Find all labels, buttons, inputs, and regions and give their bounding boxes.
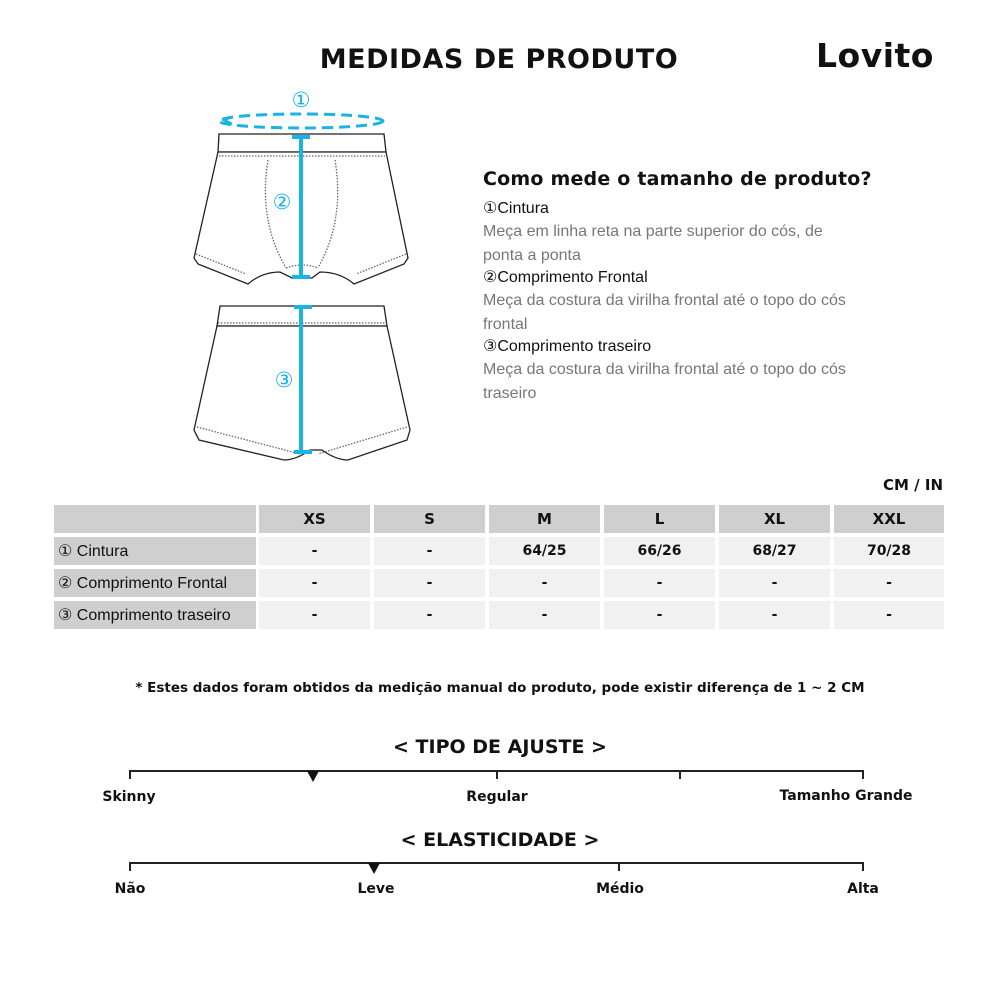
table-cell: - bbox=[259, 601, 370, 629]
column-header: XS bbox=[259, 505, 370, 533]
elasticity-title: < ELASTICIDADE > bbox=[400, 829, 600, 851]
fit-label-skinny: Skinny bbox=[102, 789, 156, 805]
elasticity-label-light: Leve bbox=[357, 881, 395, 897]
waist-measure-icon bbox=[219, 114, 383, 128]
fit-marker-icon bbox=[307, 771, 319, 782]
table-cell: 70/28 bbox=[834, 537, 944, 565]
elasticity-tick bbox=[618, 862, 620, 871]
elasticity-tick bbox=[129, 862, 131, 871]
fit-label-large: Tamanho Grande bbox=[779, 788, 913, 804]
column-header: M bbox=[489, 505, 600, 533]
table-cell: - bbox=[719, 601, 830, 629]
table-cell: - bbox=[489, 569, 600, 597]
table-cell: - bbox=[604, 601, 715, 629]
table-cell: - bbox=[259, 537, 370, 565]
elasticity-label-high: Alta bbox=[847, 881, 879, 897]
marker-3: ③ bbox=[274, 368, 294, 392]
fit-title: < TIPO DE AJUSTE > bbox=[393, 736, 607, 758]
howto-heading-back: ③Comprimento traseiro bbox=[483, 338, 652, 355]
table-cell: - bbox=[834, 569, 944, 597]
howto-desc-back: Meça da costura da virilha frontal até o topo do cós traseiro bbox=[483, 361, 846, 402]
marker-1: ① bbox=[291, 88, 311, 112]
page-title-text: MEDIDAS DE PRODUTO bbox=[319, 44, 679, 75]
product-diagram bbox=[185, 82, 425, 472]
table-cell: - bbox=[259, 569, 370, 597]
row-label-back-length: ③ Comprimento traseiro bbox=[54, 601, 256, 629]
howto-desc-front: Meça da costura da virilha frontal até o topo do cós frontal bbox=[483, 292, 846, 333]
row-label-waist: ① Cintura bbox=[54, 537, 256, 565]
unit-label: CM / IN bbox=[883, 476, 943, 494]
fit-tick bbox=[862, 770, 864, 779]
elasticity-label-none: Não bbox=[114, 881, 146, 897]
fit-tick bbox=[679, 770, 681, 779]
column-header: S bbox=[374, 505, 485, 533]
table-cell: - bbox=[834, 601, 944, 629]
table-cell: 68/27 bbox=[719, 537, 830, 565]
elasticity-tick bbox=[862, 862, 864, 871]
column-header: L bbox=[604, 505, 715, 533]
table-corner bbox=[54, 505, 256, 533]
measurement-note: * Estes dados foram obtidos da medição manual do produto, pode existir diferença de 1 ~ 2 CM bbox=[135, 680, 865, 696]
table-cell: - bbox=[719, 569, 830, 597]
table-cell: 64/25 bbox=[489, 537, 600, 565]
howto-desc-waist: Meça em linha reta na parte superior do cós, de ponta a ponta bbox=[483, 223, 823, 264]
table-cell: - bbox=[374, 569, 485, 597]
brand-logo: Lovito bbox=[816, 36, 934, 75]
column-header: XXL bbox=[834, 505, 944, 533]
elasticity-label-medium: Médio bbox=[596, 881, 644, 897]
elasticity-marker-icon bbox=[368, 863, 380, 874]
table-cell: - bbox=[374, 601, 485, 629]
column-header: XL bbox=[719, 505, 830, 533]
table-cell: - bbox=[604, 569, 715, 597]
how-to-measure bbox=[483, 168, 883, 405]
row-label-front-length: ② Comprimento Frontal bbox=[54, 569, 256, 597]
table-cell: - bbox=[489, 601, 600, 629]
fit-tick bbox=[496, 770, 498, 779]
fit-label-regular: Regular bbox=[466, 789, 528, 805]
elasticity-scale-line bbox=[129, 862, 864, 864]
table-cell: - bbox=[374, 537, 485, 565]
marker-2: ② bbox=[272, 190, 292, 214]
howto-heading-waist: ①Cintura bbox=[483, 200, 549, 217]
howto-heading-front: ②Comprimento Frontal bbox=[483, 269, 648, 286]
howto-question: Como mede o tamanho de produto? bbox=[483, 168, 872, 190]
fit-tick bbox=[129, 770, 131, 779]
table-cell: 66/26 bbox=[604, 537, 715, 565]
